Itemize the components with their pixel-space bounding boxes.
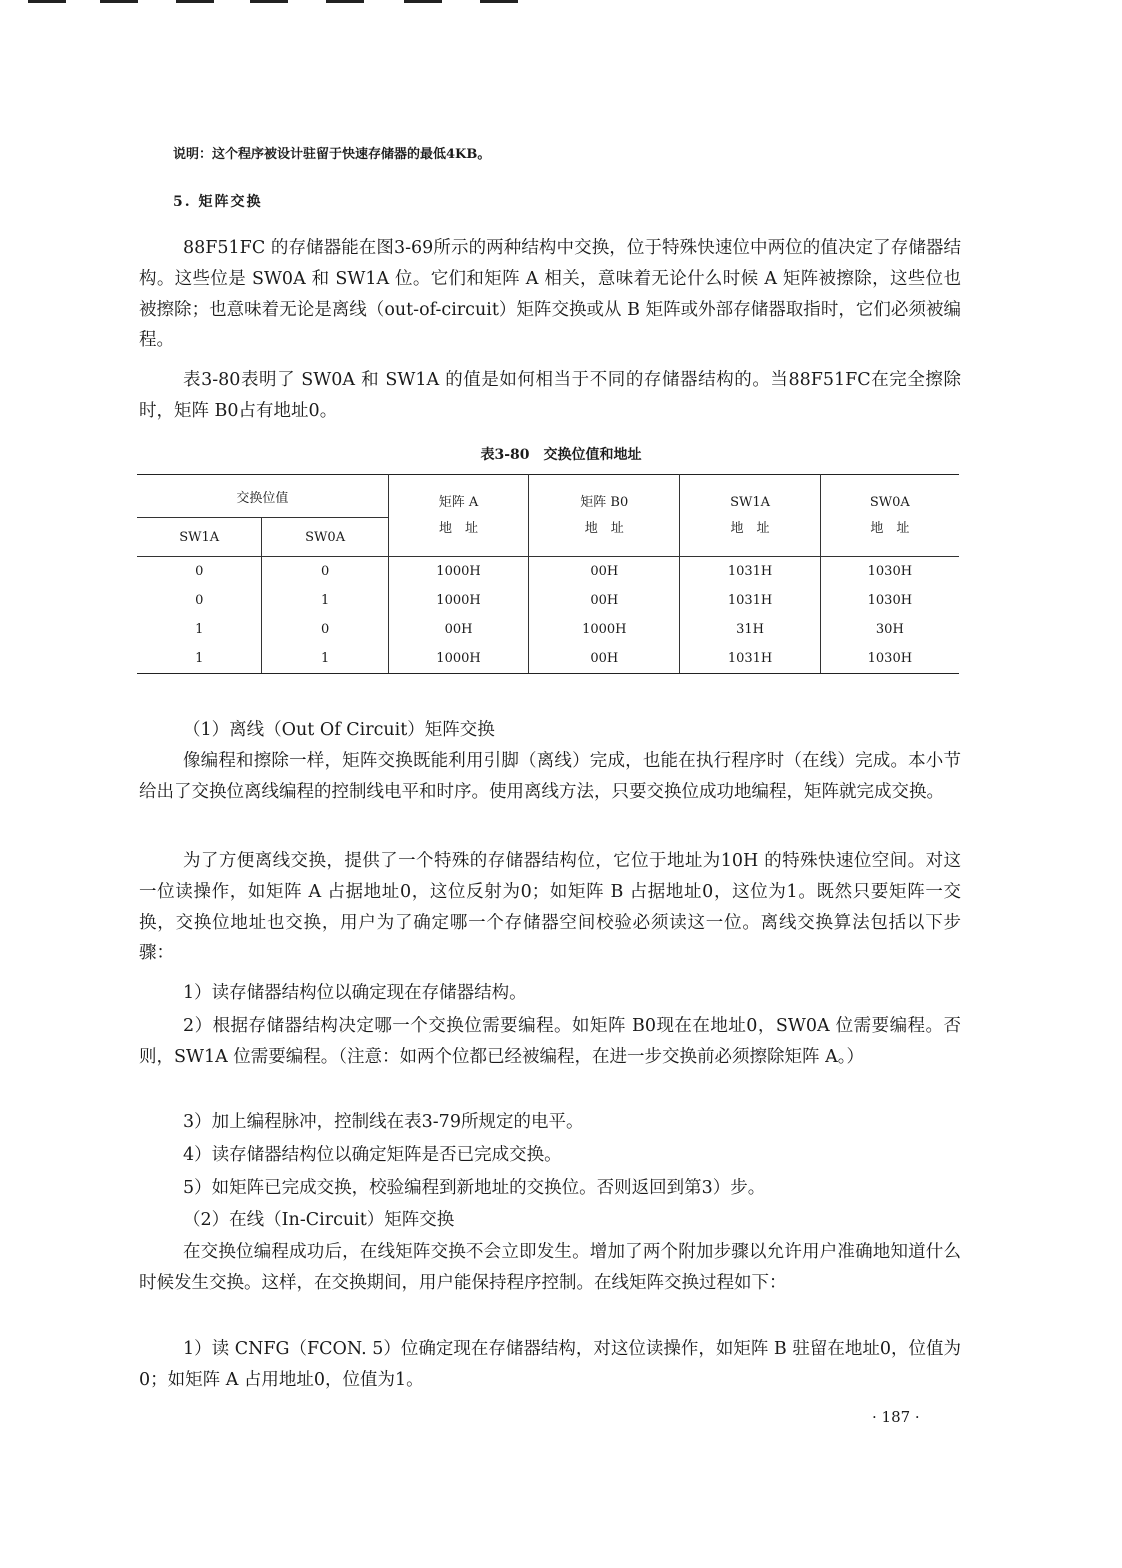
intro-paragraph-1: 88F51FC 的存储器能在图3-69所示的两种结构中交换，位于特殊快速位中两位的值决定了存储器结构。这些位是 SW0A 和 SW1A 位。它们和矩阵 A 相关，意味着无论什么时候 A 矩阵被擦除，这些位也被擦除；也意味着无论是离线（out-of-circuit）矩阵交换或从 B 矩阵或外部存储器取指时，它们必须被编程。 — [139, 238, 961, 351]
col-matrix-a: 矩阵 A 地 址 — [388, 475, 528, 557]
col-sw0a-address: SW0A 地 址 — [820, 475, 959, 557]
intro-paragraph-2: 表3-80表明了 SW0A 和 SW1A 的值是如何相当于不同的存储器结构的。当88F51FC在完全擦除时，矩阵 B0占有地址0。 — [139, 370, 961, 421]
offline-heading: （1）离线（Out Of Circuit）矩阵交换 — [183, 720, 495, 740]
offline-step-4: 4）读存储器结构位以确定矩阵是否已完成交换。 — [183, 1145, 562, 1165]
offline-paragraph-2: 为了方便离线交换，提供了一个特殊的存储器结构位，它位于地址为10H 的特殊快速位空间。对这一位读操作，如矩阵 A 占据地址0，这位反射为0；如矩阵 B 占据地址0，这位为1。既然只要矩阵一交换，交换位地址也交换，用户为了确定哪一个存储器空间校验必须读这一位。离线交换算法包括以下步骤： — [139, 851, 961, 964]
group-header: 交换位值 — [137, 475, 388, 518]
page-number: · 187 · — [872, 1408, 920, 1426]
table-row: 0 0 1000H 00H 1031H 1030H — [137, 557, 959, 587]
online-paragraph-2: 1）读 CNFG（FCON. 5）位确定现在存储器结构，对这位读操作，如矩阵 B 驻留在地址0，位值为0；如矩阵 A 占用地址0，位值为1。 — [139, 1339, 961, 1390]
offline-step-3: 3）加上编程脉冲，控制线在表3-79所规定的电平。 — [183, 1112, 584, 1132]
col-sw1a: SW1A — [137, 518, 262, 557]
col-matrix-b0: 矩阵 B0 地 址 — [529, 475, 680, 557]
program-note: 说明：这个程序被设计驻留于快速存储器的最低4KB。 — [173, 147, 491, 162]
table-title: 表3-80 交换位值和地址 — [480, 447, 642, 463]
table-row: 0 1 1000H 00H 1031H 1030H — [137, 586, 959, 615]
offline-step-2: 2）根据存储器结构决定哪一个交换位需要编程。如矩阵 B0现在在地址0，SW0A 位需要编程。否则，SW1A 位需要编程。（注意：如两个位都已经被编程，在进一步交换前必须擦除矩阵 A。） — [139, 1016, 961, 1067]
online-paragraph-1: 在交换位编程成功后，在线矩阵交换不会立即发生。增加了两个附加步骤以允许用户准确地知道什么时候发生交换。这样，在交换期间，用户能保持程序控制。在线矩阵交换过程如下： — [139, 1242, 961, 1293]
offline-step-1: 1）读存储器结构位以确定现在存储器结构。 — [183, 983, 527, 1003]
online-heading: （2）在线（In-Circuit）矩阵交换 — [183, 1210, 455, 1230]
col-sw0a: SW0A — [262, 518, 388, 557]
col-sw1a-address: SW1A 地 址 — [680, 475, 820, 557]
table-row: 1 0 00H 1000H 31H 30H — [137, 615, 959, 644]
table-row: 1 1 1000H 00H 1031H 1030H — [137, 644, 959, 674]
offline-step-5: 5）如矩阵已完成交换，校验编程到新地址的交换位。否则返回到第3）步。 — [183, 1178, 766, 1198]
offline-paragraph-1: 像编程和擦除一样，矩阵交换既能利用引脚（离线）完成，也能在执行程序时（在线）完成。本小节给出了交换位离线编程的控制线电平和时序。使用离线方法，只要交换位成功地编程，矩阵就完成交换。 — [139, 751, 961, 802]
section-heading: 5. 矩阵交换 — [173, 194, 263, 210]
swap-bit-table — [137, 474, 959, 674]
